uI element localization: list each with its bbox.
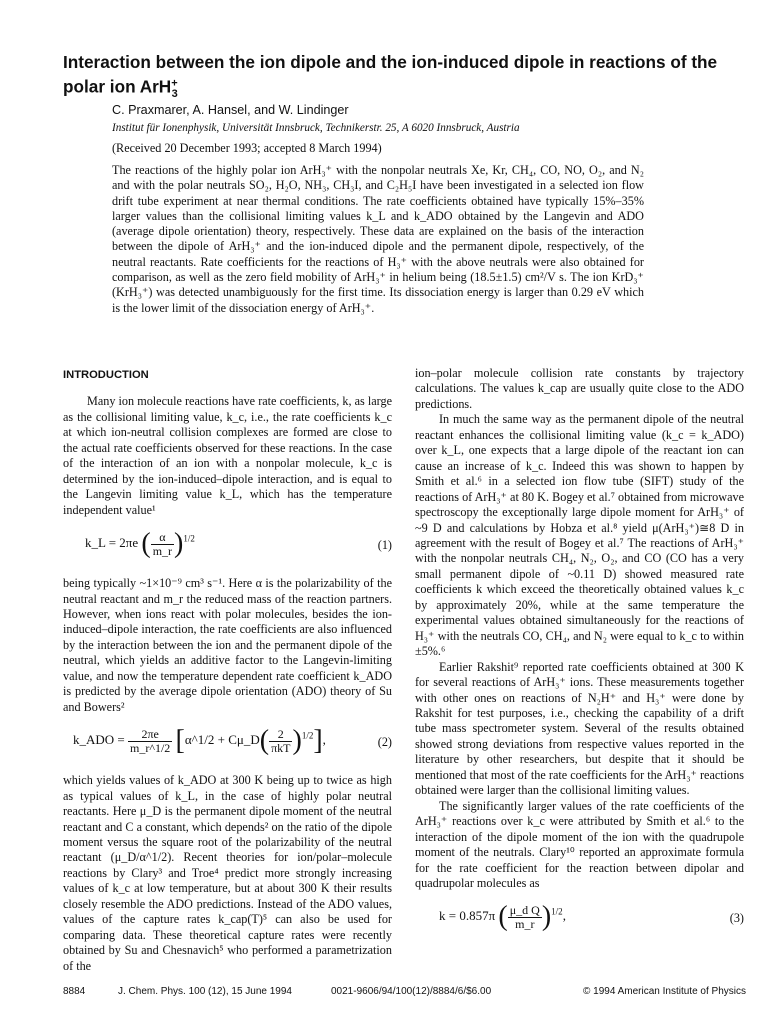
- paragraph: In much the same way as the permanent dipole of the neutral reactant enhances the collisional limiting value (k_c = k_ADO) over k_L, one expects that a large dipole of the reactant ion can cause an increase of k_c. Indeed this was shown to happen by Smith et al.⁶ in a selected ion flow tube (SIFT) study of the reactions of ArH₃⁺ at 80 K. Bogey et al.⁷ obtained from microwave spectroscopy the exceptionally large dipole moment for ArH₃⁺ of ~9 D and calculations by Hobza et al.⁸ yield μ(ArH₃⁺)≅8 D in agreement with the result of Bogey et al.⁷ The reactions of ArH₃⁺ with the nonpolar neutrals CH₄, N₂, O₂, and CO (CO has a very small permanent dipole of ~0.11 D) showed measured rate coefficients k which exceed the theoretically obtained values k_c by approximately 20%, while at the same temperature the experimental values obtained simultaneously for the reactions of H₃⁺ with the neutrals CO, CH₄, and N₂ were equal to k_c to within ±5%.⁶: [415, 412, 744, 659]
- paragraph: The significantly larger values of the rate coefficients of the ArH₃⁺ reactions over k_c were attributed by Smith et al.⁶ to the interaction of the dipole moment of the ion with the quadrupole moment of the neutrals. Clary¹⁰ reported an approximate formula for the rate coefficient for the reaction between dipolar and quadrupolar molecules as: [415, 798, 744, 890]
- equation-lhs: k = 0.857π: [439, 908, 496, 924]
- equation-1: k_L = 2πe ( $\frac{\alpha}{m\_r}$ )$^{1/2}$ (1): [85, 528, 392, 560]
- equation-2: k_ADO = $\frac{2\pi e}{m\_r\^{}1/2}$ [α^1/2 + Cμ_D( $\frac{2}{\text{πkT}}$ )$^{1/2}$], (2): [73, 725, 392, 757]
- equation-3: k = 0.857π ( $\frac{\text{μ\_d Q}}{m\_r}$ )$^{1/2}$, (3): [439, 901, 744, 933]
- equation-number: (3): [729, 911, 744, 926]
- page-number: 8884: [63, 986, 86, 997]
- abstract: The reactions of the highly polar ion ArH₃⁺ with the nonpolar neutrals Xe, Kr, CH₄, CO, NO, O₂, and N₂ and with the polar neutrals SO₂, H₂O, NH₃, CH₃I, and C₂H₅I have been investigated in a selected ion flow drift tube experiment at near thermal conditions. The rate coefficients obtained have typically 15%–35% larger values than the collisional limiting values k_L and k_ADO obtained by the Langevin and ADO (average dipole orientation) theory, respectively. These data are explained on the basis of the interaction between the dipole of ArH₃⁺ and the ion-induced dipole and the permanent dipole, respectively, of the neutral reactants. Rate coefficients for the reactions of H₃⁺ with the above neutrals were also obtained for comparison, as well as the zero field mobility of ArH₃⁺ in helium being (18.5±1.5) cm²/V s. The ion KrD₃⁺ (KrH₃⁺) was detected unambiguously for the first time. Its dissociation energy is larger than 0.29 eV which is the lower limit of the dissociation energy of ArH₃⁺.: [112, 163, 644, 315]
- equation-number: (1): [377, 538, 392, 553]
- equation-lhs: k_ADO =: [73, 732, 125, 748]
- received-dates: (Received 20 December 1993; accepted 8 March 1994): [112, 141, 382, 155]
- paragraph: Many ion molecule reactions have rate coefficients, k, as large as the collisional limiting value, k_c, i.e., the rate coefficients k_c at which ion-neutral collision complexes are formed are close to the actual rate coefficients observed for these reactions. In the case of the interaction of an ion with a nonpolar molecule, k_c is determined by the ion-induced–dipole interaction, and is equal to the Langevin limiting value k_L, which has the temperature independent value¹: [63, 394, 392, 517]
- paragraph: Earlier Rakshit⁹ reported rate coefficients obtained at 300 K for several reactions of ArH₃⁺ ions. These measurements together with other ones on reactions of N₂H⁺ and H₃⁺ were done by Rakshit for test purposes, i.e., checking the capability of a drift tube mass spectrometer system. Several of the results obtained showed strong deviations from respective values reported in the literature by other researchers, but despite that it should be mentioned that most of the rate coefficients for the ArH₃⁺ reactions obtained were larger than the collisional limiting values.: [415, 659, 744, 798]
- equation-lhs: k_L = 2πe: [85, 535, 139, 551]
- paragraph: ion–polar molecule collision rate constants by trajectory calculations. The values k_cap are usually quite close to the ADO predictions.: [415, 366, 744, 411]
- affiliation: Institut für Ionenphysik, Universität Innsbruck, Technikerstr. 25, A 6020 Innsbruck, Austria: [112, 122, 520, 134]
- paragraph: being typically ~1×10⁻⁹ cm³ s⁻¹. Here α is the polarizability of the neutral reactant and m_r the reduced mass of the reaction partners. However, when ions react with polar molecules, besides the ion-induced–dipole interaction, the rate coefficients are also influenced by the interaction between the ion and the permanent dipole of the neutral, which yields an additive factor to the Langevin-limiting value, and now the temperature dependent rate coefficient k_ADO is predicted by the average dipole orientation (ADO) theory of Su and Bowers²: [63, 576, 392, 714]
- left-column: [63, 366, 392, 974]
- equation-number: (2): [377, 735, 392, 750]
- paper-title: Interaction between the ion dipole and the ion-induced dipole in reactions of the polar ion ArH+$_3$: [63, 52, 718, 101]
- copyright-notice: © 1994 American Institute of Physics: [582, 986, 746, 997]
- right-column: [415, 366, 744, 949]
- journal-citation: J. Chem. Phys. 100 (12), 15 June 1994: [118, 986, 292, 997]
- section-heading: INTRODUCTION: [63, 369, 149, 381]
- author-list: C. Praxmarer, A. Hansel, and W. Lindinger: [112, 103, 349, 117]
- article-code: 0021-9606/94/100(12)/8884/6/$6.00: [331, 986, 492, 997]
- paragraph: which yields values of k_ADO at 300 K being up to twice as high as typical values of k_L, in the case of highly polar neutral reactants. Here μ_D is the permanent dipole moment of the neutral reactant and C a constant, which depends² on the ratio of the dipole moment versus the square root of the polarizability of the neutral reactant (μ_D/α^1/2). Recent theories for ion/polar–molecule reactions by Clary³ and Troe⁴ predict more strongly increasing values of k_c at low temperature, but at about 300 K their results closely resemble the ADO predictions. Instead of the ADO values, values of the capture rates k_cap(T)⁵ can also be used for comparing data. These theoretical capture rates were recently obtained by Su and Chesnavich⁵ who performed a parametrization of the: [63, 773, 392, 973]
